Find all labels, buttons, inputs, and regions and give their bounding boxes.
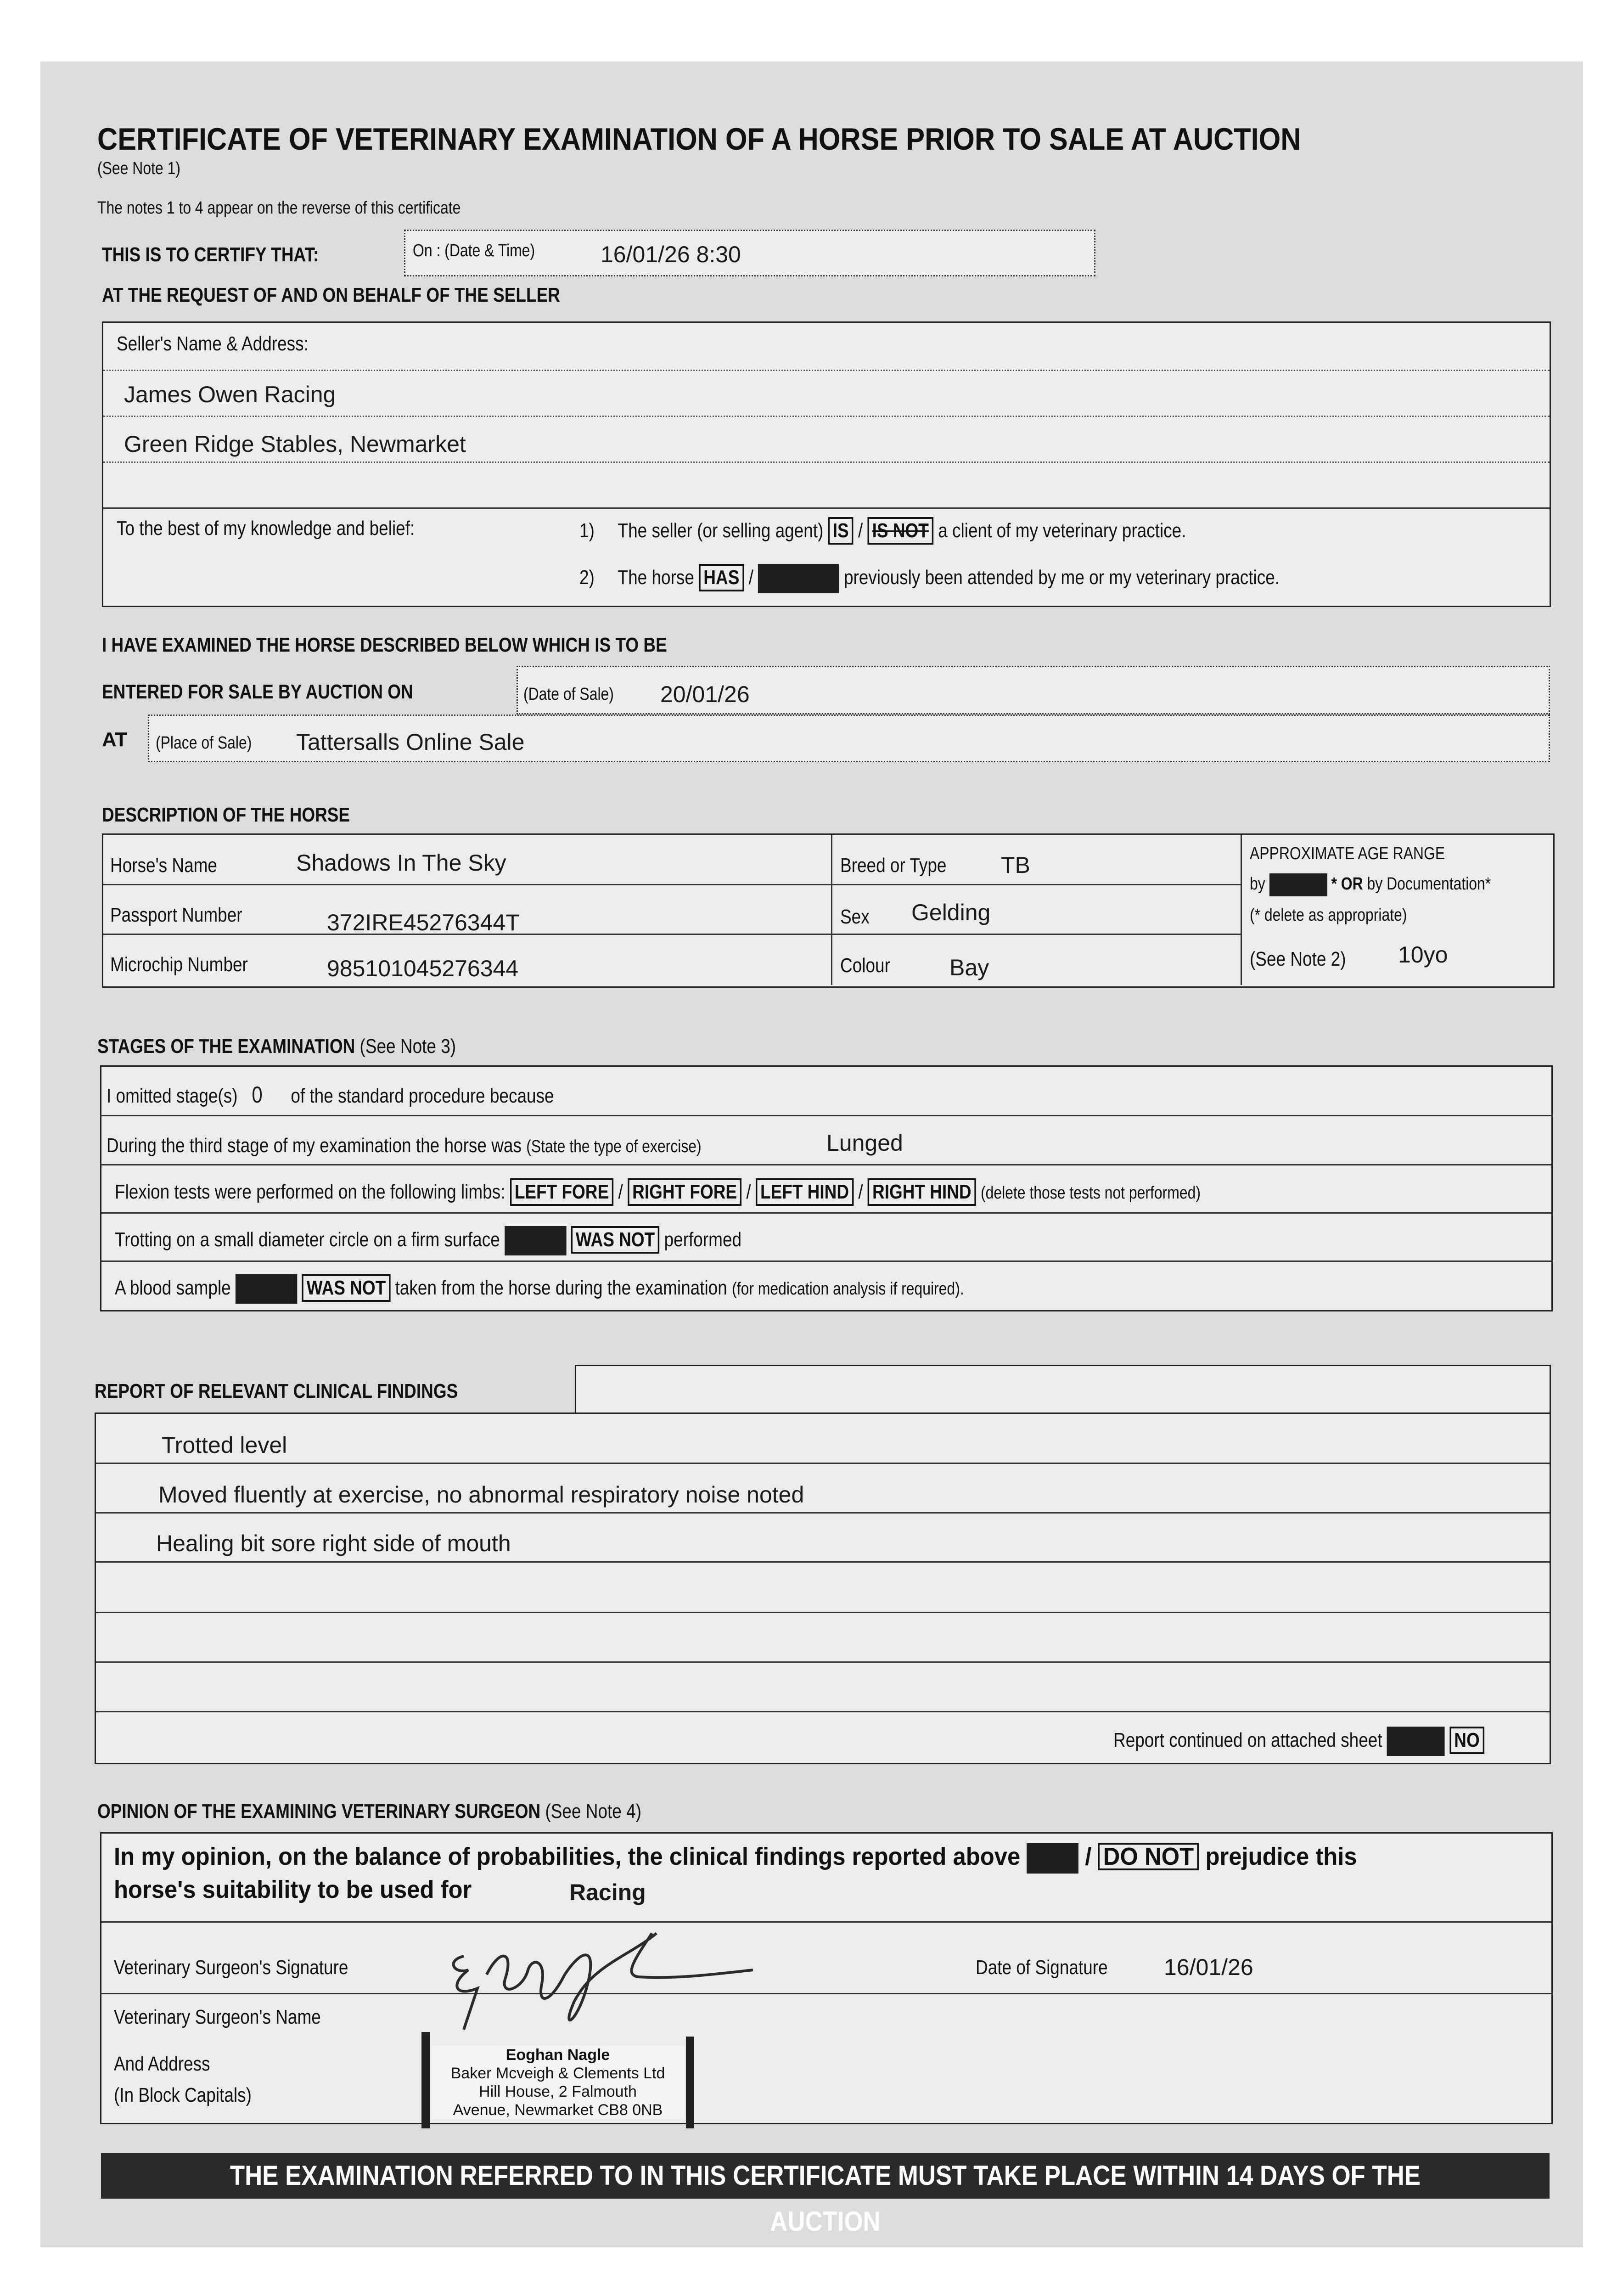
report-line-3[interactable]: Healing bit sore right side of mouth [156,1531,511,1556]
breed-value[interactable]: TB [1001,852,1030,878]
on-date-field[interactable] [404,230,1095,276]
certify-label: THIS IS TO CERTIFY THAT: [102,243,319,266]
limb-right-fore[interactable]: RIGHT FORE [628,1178,741,1206]
microchip-label: Microchip Number [110,953,248,976]
examined-label: I HAVE EXAMINED THE HORSE DESCRIBED BELOW WHICH IS TO BE [102,634,667,656]
age-heading: APPROXIMATE AGE RANGE [1250,844,1445,863]
stamp-bar-right [686,2037,694,2128]
seller-line-1[interactable]: James Owen Racing [124,382,336,407]
sale-date-value: 20/01/26 [660,681,750,707]
omitted-row: I omitted stage(s) 0 of the standard procedure because [107,1082,554,1108]
sex-label: Sex [840,906,870,928]
age-see-note: (See Note 2) [1250,948,1346,970]
seller-line-2[interactable]: Green Ridge Stables, Newmarket [124,431,466,457]
age-delete-note: (* delete as appropriate) [1250,906,1407,925]
age-value[interactable]: 10yo [1398,942,1448,968]
sale-place-label: (Place of Sale) [156,733,252,753]
report-continued: Report continued on attached sheet NO [1113,1727,1555,1756]
redacted-trot-was [505,1226,566,1255]
stamp-line-2: Hill House, 2 Falmouth [479,2083,637,2100]
request-label: AT THE REQUEST OF AND ON BEHALF OF THE SELLER [102,284,560,306]
stamp-name: Eoghan Nagle [505,2046,610,2064]
notes-line: The notes 1 to 4 appear on the reverse of this certificate [97,198,461,218]
opinion-statement: In my opinion, on the balance of probabilities, the clinical findings reported above / DO NOT prejudice this [114,1842,1436,1874]
do-not-tag[interactable]: DO NOT [1098,1843,1199,1870]
sale-place-field[interactable] [148,715,1550,762]
at-label: AT [102,728,128,751]
microchip-value[interactable]: 985101045276344 [327,956,519,981]
breed-label: Breed or Type [840,854,947,877]
sex-value[interactable]: Gelding [911,900,991,925]
blood-row: A blood sample WAS NOT taken from the horse during the examination (for medication analysis if required). [115,1274,1126,1304]
footer-banner: THE EXAMINATION REFERRED TO IN THIS CERTIFICATE MUST TAKE PLACE WITHIN 14 DAYS OF THE AUCTION [101,2153,1550,2199]
horse-name-value[interactable]: Shadows In The Sky [296,850,506,876]
blood-was-not-tag[interactable]: WAS NOT [302,1274,391,1302]
signature-date-value[interactable]: 16/01/26 [1164,1954,1253,1980]
trot-was-not-tag[interactable]: WAS NOT [571,1226,660,1254]
limb-left-fore[interactable]: LEFT FORE [510,1178,613,1206]
address-label-1: And Address [114,2053,210,2075]
passport-value[interactable]: 372IRE45276344T [327,910,520,935]
signature-label: Veterinary Surgeon's Signature [114,1956,348,1979]
passport-label: Passport Number [110,904,242,926]
entered-label: ENTERED FOR SALE BY AUCTION ON [102,681,413,703]
redacted-has-not [758,564,839,593]
opinion-heading: OPINION OF THE EXAMINING VETERINARY SURGEON (See Note 4) [97,1800,642,1823]
redacted-blood-was [236,1274,297,1304]
intended-use-value[interactable]: Racing [569,1880,646,1905]
report-line-1[interactable]: Trotted level [162,1432,287,1458]
omitted-value[interactable]: 0 [252,1082,263,1108]
report-heading-field [575,1365,1551,1414]
statement-2: 2) The horse HAS / previously been attended by me or my veterinary practice. [579,564,1413,593]
is-tag[interactable]: IS [828,517,854,545]
sale-date-field[interactable] [517,666,1550,715]
trot-row: Trotting on a small diameter circle on a firm surface WAS NOT performed [115,1226,861,1255]
limb-right-hind[interactable]: RIGHT HIND [868,1178,976,1206]
is-not-tag-struck[interactable]: IS NOT [868,517,933,545]
third-stage-value[interactable]: Lunged [826,1130,903,1156]
opinion-statement-line2: horse's suitability to be used for [114,1876,472,1903]
seller-name-label: Seller's Name & Address: [117,332,309,355]
on-date-value: 16/01/26 8:30 [601,242,741,267]
stamp-line-3: Avenue, Newmarket CB8 0NB [453,2101,663,2119]
signature-date-label: Date of Signature [976,1956,1108,1979]
colour-value[interactable]: Bay [949,955,989,980]
on-date-label: On : (Date & Time) [413,241,535,260]
flexion-row: Flexion tests were performed on the following limbs: LEFT FORE / RIGHT FORE / LEFT HIND / RIGHT HIND (delete those tests not performed) [115,1178,1407,1206]
stages-heading: STAGES OF THE EXAMINATION (See Note 3) [97,1035,456,1058]
surgeon-name-label: Veterinary Surgeon's Name [114,2006,321,2028]
vet-stamp [432,2046,684,2119]
continued-no-tag[interactable]: NO [1449,1727,1484,1754]
age-by-line: by * OR by Documentation* [1250,873,1537,896]
stamp-line-1: Baker Mcveigh & Clements Ltd [450,2065,665,2082]
stamp-bar-left [421,2032,430,2128]
report-line-2[interactable]: Moved fluently at exercise, no abnormal respiratory noise noted [158,1482,804,1508]
redacted-continued-yes [1387,1727,1445,1756]
description-heading: DESCRIPTION OF THE HORSE [102,804,350,826]
signature-scribble [436,1919,767,2039]
see-note-1: (See Note 1) [97,159,180,178]
has-tag[interactable]: HAS [699,564,744,591]
redacted-do [1027,1843,1078,1874]
redacted-age-by [1269,873,1327,896]
colour-label: Colour [840,954,890,977]
statement-1: 1) The seller (or selling agent) IS / IS NOT a client of my veterinary practice. [579,517,1302,545]
report-heading: REPORT OF RELEVANT CLINICAL FINDINGS [95,1380,458,1402]
certificate-title: CERTIFICATE OF VETERINARY EXAMINATION OF A HORSE PRIOR TO SALE AT AUCTION [97,122,1301,157]
horse-name-label: Horse's Name [110,854,217,877]
address-label-2: (In Block Capitals) [114,2084,252,2106]
knowledge-label: To the best of my knowledge and belief: [117,517,415,540]
sale-date-label: (Date of Sale) [523,685,614,704]
third-stage-row: During the third stage of my examination the horse was (State the type of exercise) [107,1134,702,1157]
limb-left-hind[interactable]: LEFT HIND [756,1178,854,1206]
sale-place-value: Tattersalls Online Sale [296,729,525,755]
